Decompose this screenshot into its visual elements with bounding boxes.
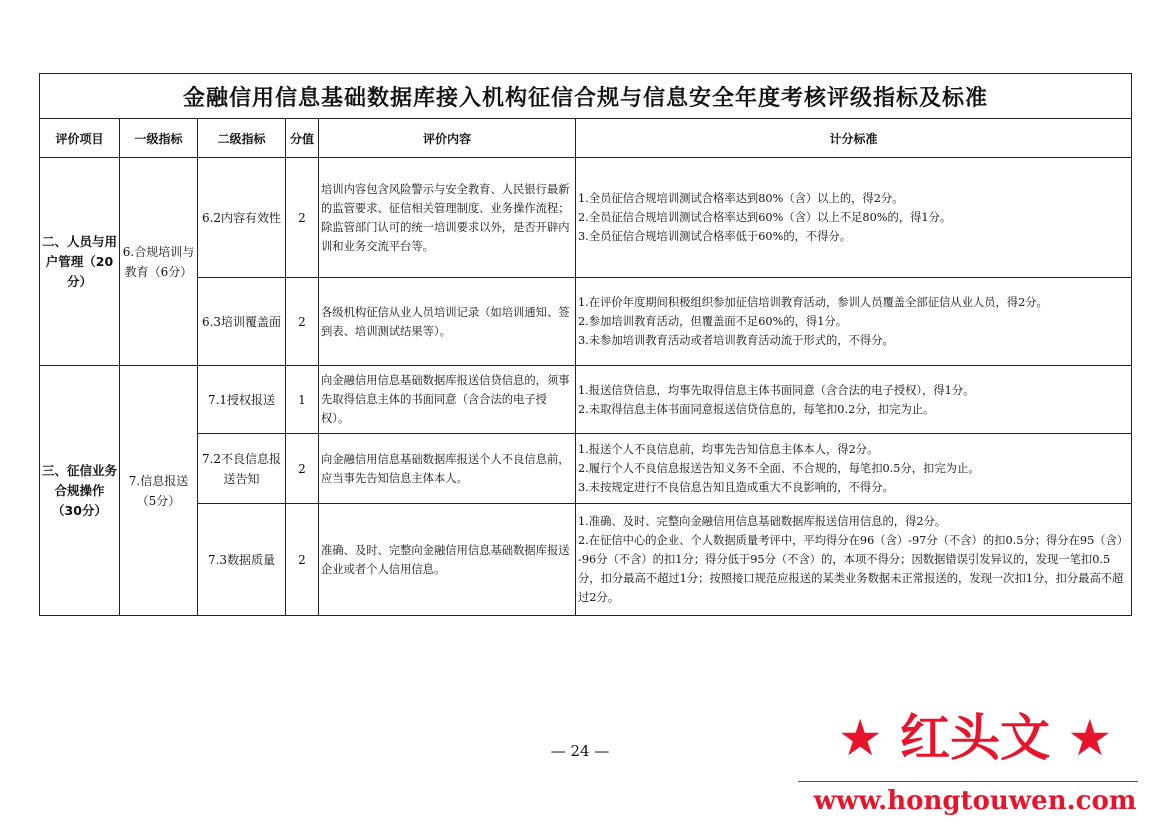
- table-row: [40, 434, 1132, 504]
- criteria-line: 2.参加培训教育活动，但覆盖面不足60%的，得1分。: [578, 315, 848, 328]
- page-number: — 24 —: [550, 742, 610, 760]
- criteria-cell: [576, 278, 1132, 366]
- score-cell: 1: [286, 366, 319, 434]
- score-cell: 2: [286, 158, 319, 278]
- header-score: 分值: [286, 119, 319, 158]
- criteria-line: 1.报送信贷信息，均事先取得信息主体书面同意（含合法的电子授权），得1分。: [578, 383, 975, 397]
- header-item: 评价项目: [40, 119, 120, 158]
- score-cell: 2: [286, 278, 319, 366]
- criteria-line: 2.履行个人不良信息报送告知义务不全面、不合规的，每笔扣0.5分，扣完为止。: [578, 462, 980, 475]
- criteria-cell: [576, 434, 1132, 504]
- table-header-row: [40, 119, 1132, 158]
- score-cell: 2: [286, 504, 319, 616]
- criteria-line: 3.全员征信合规培训测试合格率低于60%的，不得分。: [578, 230, 852, 243]
- level1-cell: 7.信息报送（5分）: [120, 366, 198, 616]
- criteria-line: 3.未按规定进行不良信息告知且造成重大不良影响的，不得分。: [578, 481, 894, 494]
- content-cell: 向金融信用信息基础数据库报送个人不良信息前，应当事先告知信息主体本人。: [319, 434, 576, 504]
- table-row: [40, 158, 1132, 278]
- criteria-line: 1.在评价年度期间积极组织参加征信培训教育活动，参训人员覆盖全部征信从业人员，得2分。: [578, 296, 1048, 309]
- content-cell: 准确、及时、完整向金融信用信息基础数据库报送企业或者个人信用信息。: [319, 504, 576, 616]
- content-cell: 向金融信用信息基础数据库报送信贷信息的，须事先取得信息主体的书面同意（含合法的电子授权）。: [319, 366, 576, 434]
- criteria-line: 1.准确、及时、完整向金融信用信息基础数据库报送信用信息的，得2分。: [578, 515, 947, 528]
- criteria-line: 1.全员征信合规培训测试合格率达到80%（含）以上的，得2分。: [578, 192, 904, 205]
- content-cell: 各级机构征信从业人员培训记录（如培训通知、签到表、培训测试结果等）。: [319, 278, 576, 366]
- header-content: 评价内容: [319, 119, 576, 158]
- criteria-line: 2.在征信中心的企业、个人数据质量考评中，平均得分在96（含）-97分（不含）的扣0.5分；得分在95（含）-96分（不含）的扣1分；得分低于95分（不含）的，本项不得分；因数据错误引发异议的，发现一笔扣0.5分，扣分最高不超过1分；按照接口规范应报送的某类业务数据未正常报送的，发现一次扣1分，扣分最高不超过2分。: [578, 534, 1129, 604]
- criteria-cell: [576, 158, 1132, 278]
- criteria-line: 1.报送个人不良信息前，均事先告知信息主体本人，得2分。: [578, 443, 879, 456]
- content-cell: 培训内容包含风险警示与安全教育、人民银行最新的监管要求、征信相关管理制度、业务操作流程；除监管部门认可的统一培训要求以外，是否开辟内训和业务交流平台等。: [319, 158, 576, 278]
- level2-cell: 7.1授权报送: [198, 366, 286, 434]
- category-cell: 二、人员与用户管理（20分）: [40, 158, 120, 366]
- table-row: [40, 366, 1132, 434]
- category-cell: 三、征信业务合规操作（30分）: [40, 366, 120, 616]
- criteria-line: 3.未参加培训教育活动或者培训教育活动流于形式的，不得分。: [578, 334, 894, 347]
- level1-cell: 6.合规培训与教育（6分）: [120, 158, 198, 366]
- criteria-line: 2.全员征信合规培训测试合格率达到60%（含）以上不足80%的，得1分。: [578, 211, 952, 224]
- level2-cell: 6.2内容有效性: [198, 158, 286, 278]
- level2-cell: 7.3数据质量: [198, 504, 286, 616]
- criteria-cell: [576, 504, 1132, 616]
- criteria-cell: [576, 366, 1132, 434]
- watermark-divider: [798, 781, 1138, 782]
- header-level1: 一级指标: [120, 119, 198, 158]
- header-criteria: 计分标准: [576, 119, 1132, 158]
- level2-cell: 6.3培训覆盖面: [198, 278, 286, 366]
- assessment-table: [39, 73, 1132, 616]
- table-title: 金融信用信息基础数据库接入机构征信合规与信息安全年度考核评级指标及标准: [40, 74, 1132, 119]
- table-row: [40, 504, 1132, 616]
- watermark-url: www.hongtouwen.com: [813, 786, 1137, 816]
- watermark: [790, 706, 1160, 826]
- watermark-brand: ★ 红头文 ★: [837, 709, 1113, 767]
- level2-cell: 7.2不良信息报送告知: [198, 434, 286, 504]
- table-row: [40, 278, 1132, 366]
- criteria-line: 2.未取得信息主体书面同意报送信贷信息的，每笔扣0.2分，扣完为止。: [578, 402, 935, 416]
- header-level2: 二级指标: [198, 119, 286, 158]
- score-cell: 2: [286, 434, 319, 504]
